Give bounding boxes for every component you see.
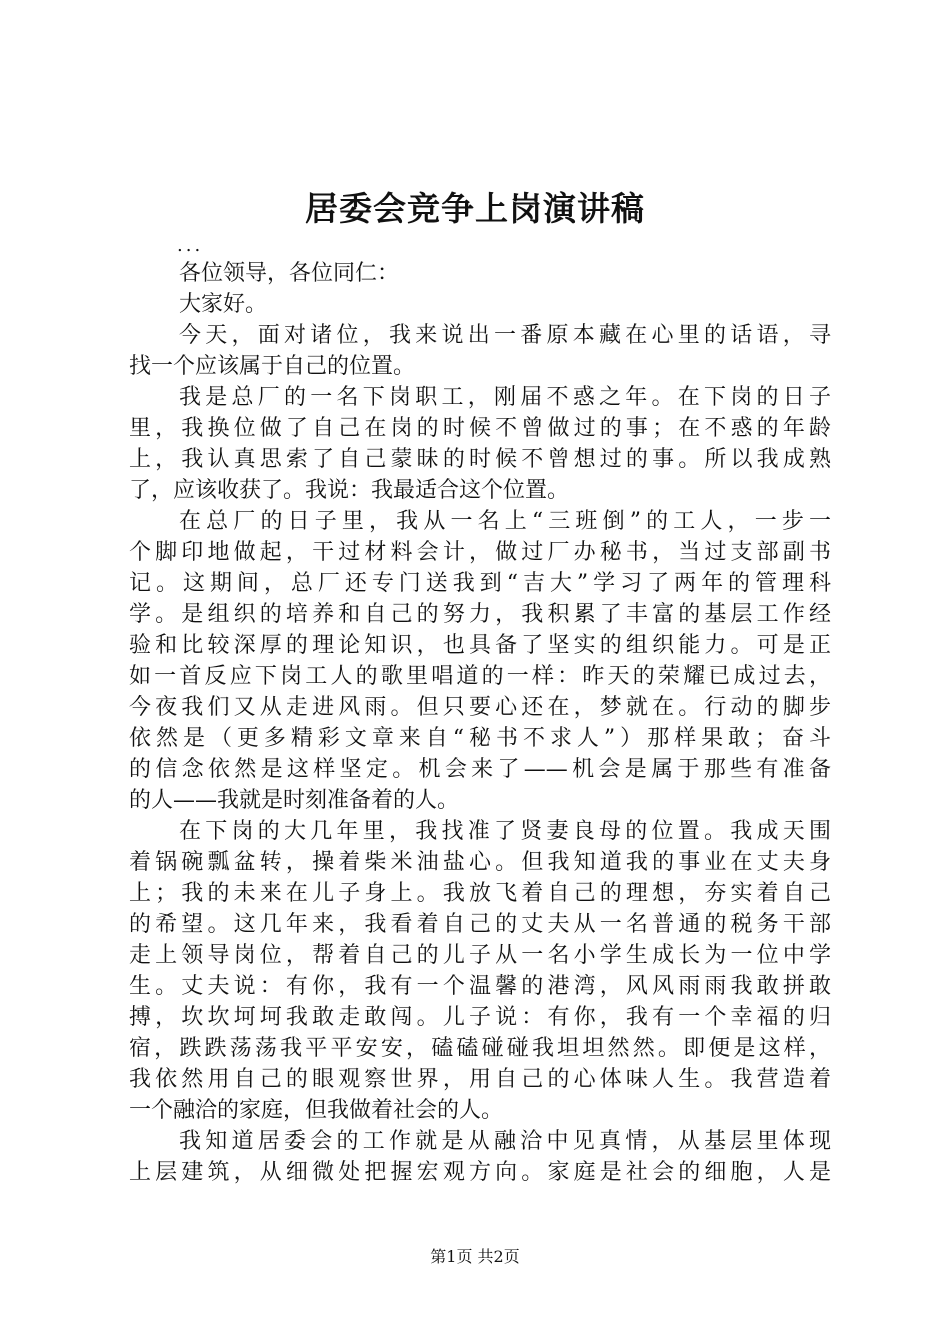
text-line: 如一首反应下岗工人的歌里唱道的一样：昨天的荣耀已成过去， (129, 664, 831, 689)
text-line: 找一个应该属于自己的位置。 (129, 354, 416, 379)
text-line: 上，我认真思索了自己蒙昧的时候不曾想过的事。所以我成熟 (129, 447, 831, 472)
text-line: 验和比较深厚的理论知识，也具备了坚实的组织能力。可是正 (129, 633, 831, 658)
text-line: 生。丈夫说：有你，我有一个温馨的港湾，风风雨雨我敢拼敢 (129, 974, 831, 999)
text-line: 上；我的未来在儿子身上。我放飞着自己的理想，夯实着自己 (129, 881, 831, 906)
text-line: 的信念依然是这样坚定。机会来了——机会是属于那些有准备 (129, 757, 831, 782)
page-footer: 第1页 共2页 (430, 1247, 520, 1266)
text-line: 个脚印地做起，干过材料会计，做过厂办秘书，当过支部副书 (129, 540, 831, 565)
text-line: 记。这期间，总厂还专门送我到“吉大”学习了两年的管理科 (129, 571, 831, 596)
text-line: 搏，坎坎坷坷我敢走敢闯。儿子说：有你，我有一个幸福的归 (129, 1005, 831, 1030)
text-line: 大家好。 (179, 292, 268, 317)
text-line: 了，应该收获了。我说：我最适合这个位置。 (129, 478, 570, 503)
text-line: 今天，面对诸位，我来说出一番原本藏在心里的话语，寻 (179, 323, 831, 348)
page-title: 居委会竞争上岗演讲稿 (305, 189, 645, 228)
text-line: 一个融洽的家庭，但我做着社会的人。 (129, 1098, 504, 1123)
text-line: 走上领导岗位，帮着自己的儿子从一名小学生成长为一位中学 (129, 943, 831, 968)
text-line: 在总厂的日子里，我从一名上“三班倒”的工人，一步一 (179, 509, 831, 534)
text-line: 我依然用自己的眼观察世界，用自己的心体味人生。我营造着 (129, 1067, 831, 1092)
text-line: 依然是（更多精彩文章来自“秘书不求人”）那样果敢；奋斗 (129, 726, 831, 751)
text-line: 我是总厂的一名下岗职工，刚届不惑之年。在下岗的日子 (179, 385, 831, 410)
ellipsis-marker: ... (177, 240, 204, 256)
text-line: 的人——我就是时刻准备着的人。 (129, 788, 460, 813)
text-line: 着锅碗瓢盆转，操着柴米油盐心。但我知道我的事业在丈夫身 (129, 850, 831, 875)
text-line: 宿，跌跌荡荡我平平安安，磕磕碰碰我坦坦然然。即便是这样， (129, 1036, 831, 1061)
text-line: 上层建筑，从细微处把握宏观方向。家庭是社会的细胞，人是 (129, 1160, 831, 1185)
text-line: 学。是组织的培养和自己的努力，我积累了丰富的基层工作经 (129, 602, 831, 627)
document-body (129, 240, 831, 1188)
text-line: 今夜我们又从走进风雨。但只要心还在，梦就在。行动的脚步 (129, 695, 831, 720)
text-line: 在下岗的大几年里，我找准了贤妻良母的位置。我成天围 (179, 819, 831, 844)
text-line: 我知道居委会的工作就是从融洽中见真情，从基层里体现 (179, 1129, 831, 1154)
text-line: 里，我换位做了自己在岗的时候不曾做过的事；在不惑的年龄 (129, 416, 831, 441)
text-line: 各位领导，各位同仁： (179, 261, 400, 286)
text-line: 的希望。这几年来，我看着自己的丈夫从一名普通的税务干部 (129, 912, 831, 937)
